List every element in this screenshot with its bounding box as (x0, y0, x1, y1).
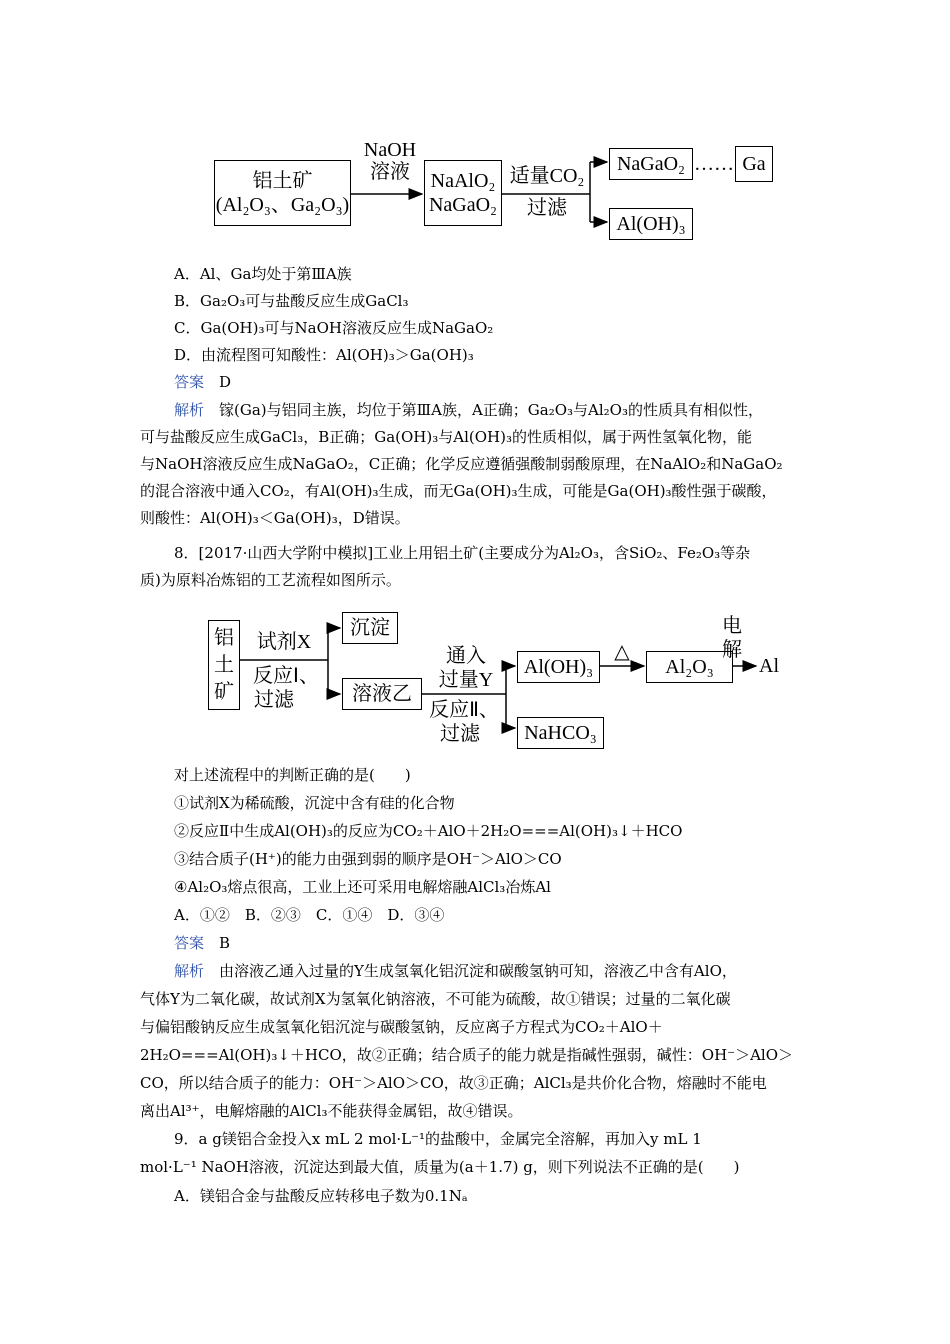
arrow2-label-bottom: 过滤 (527, 197, 567, 219)
q8-stem-l2: 质)为原料冶炼铝的工艺流程如图所示。 (140, 571, 401, 589)
box-ga: Ga (735, 146, 773, 182)
box-nagao2: NaGaO₂ (609, 148, 693, 180)
arrow2-label-top: 适量CO₂ (509, 165, 585, 187)
box-bauxite (214, 160, 351, 226)
q8-options: A．①② B．②③ C．①④ D．③④ (174, 906, 445, 924)
q7-option-a: A．Al、Ga均处于第ⅢA族 (174, 265, 352, 283)
q7-analysis-l4: 的混合溶液中通入CO₂，有Al(OH)₃生成，而无Ga(OH)₃生成，可能是Ga(OH)₃酸性强于碳酸， (140, 482, 777, 500)
box-al2o3: Al₂O₃ (646, 651, 733, 683)
box-nahco3: NaHCO₃ (517, 717, 604, 749)
filter1-label: 过滤 (254, 689, 294, 711)
q7-option-b: B．Ga₂O₃可与盐酸反应生成GaCl₃ (174, 292, 409, 310)
q7-answer-value: D (219, 373, 232, 391)
q9-stem-l1: 9．a g镁铝合金投入x mL 2 mol·L⁻¹的盐酸中，金属完全溶解，再加入y mL 1 (174, 1130, 702, 1148)
box-bauxite-line1: 铝土矿 (252, 170, 313, 192)
reaction2-label: 反应Ⅱ、 (429, 699, 499, 721)
excess-y-label: 过量Y (438, 669, 494, 691)
q7-answer (174, 371, 231, 393)
box-precipitate: 沉淀 (342, 612, 398, 644)
reaction1-label: 反应Ⅰ、 (253, 665, 319, 687)
q8-analysis-l3: 与偏铝酸钠反应生成氢氧化铝沉淀与碳酸氢钠，反应离子方程式为CO₂＋AlO＋ (140, 1018, 663, 1036)
box-al-oh3: Al(OH)₃ (609, 208, 693, 240)
arrow1-label-top: NaOH (363, 139, 417, 161)
q8-analysis-label: 解析 (174, 962, 205, 980)
filter2-label: 过滤 (440, 723, 480, 745)
figure-gallium-flow (200, 128, 790, 258)
q8-question: 对上述流程中的判断正确的是( ) (174, 766, 411, 784)
figure-aluminum-flow (200, 600, 794, 760)
box-al-oh3-2: Al(OH)₃ (517, 651, 600, 683)
box-bauxite-vertical (208, 620, 240, 710)
electrolysis-label-1: 电 (722, 615, 742, 637)
q8-answer-value: B (219, 934, 231, 952)
dotted-ellipsis: …… (694, 153, 734, 175)
q8-answer (174, 932, 230, 954)
box-mix-line2: NaGaO₂ (428, 194, 498, 216)
q8-analysis-text1: 由溶液乙通入过量的Y生成氢氧化铝沉淀和碳酸氢钠可知，溶液乙中含有AlO， (219, 962, 737, 980)
box-aluminate-gallate (424, 160, 502, 226)
q8-item-3: ③结合质子(H⁺)的能力由强到弱的顺序是OH⁻＞AlO＞CO (174, 850, 562, 868)
q8-analysis-l2: 气体Y为二氧化碳，故试剂X为氢氧化钠溶液，不可能为硫酸，故①错误；过量的二氧化碳 (140, 990, 731, 1008)
box-mix-line1: NaAlO₂ (430, 170, 496, 192)
arrow1-label-bottom: 溶液 (370, 161, 410, 183)
q8-analysis-l5: CO，所以结合质子的能力：OH⁻＞AlO＞CO，故③正确；AlCl₃是共价化合物，熔融时不能电 (140, 1074, 767, 1092)
q8-item-4: ④Al₂O₃熔点很高，工业上还可采用电解熔融AlCl₃冶炼Al (174, 878, 551, 896)
box-bauxite-line2: (Al₂O₃、Ga₂O₃) (215, 194, 350, 216)
q8-stem-l1: 8．[2017·山西大学附中模拟]工业上用铝土矿(主要成分为Al₂O₃，含SiO₂、Fe₂O₃等杂 (174, 544, 751, 562)
q7-analysis-l3: 与NaOH溶液反应生成NaGaO₂，C正确；化学反应遵循强酸制弱酸原理，在NaAlO₂和NaGaO₂ (140, 455, 783, 473)
box-ore-text: 铝土矿 (214, 627, 234, 703)
q7-analysis-label: 解析 (174, 401, 205, 419)
pass-in-label: 通入 (446, 645, 486, 667)
q8-analysis-l4: 2H₂O===Al(OH)₃↓＋HCO，故②正确；结合质子的能力就是指碱性强弱，碱性：OH⁻＞AlO＞ (140, 1046, 794, 1064)
q7-answer-label: 答案 (174, 373, 205, 391)
q9-stem-l2: mol·L⁻¹ NaOH溶液，沉淀达到最大值，质量为(a＋1.7) g，则下列说法不正确的是( ) (140, 1158, 740, 1176)
q7-option-c: C．Ga(OH)₃可与NaOH溶液反应生成NaGaO₂ (174, 319, 494, 337)
q7-analysis-l2: 可与盐酸反应生成GaCl₃，B正确；Ga(OH)₃与Al(OH)₃的性质相似，属于两性氢氧化物，能 (140, 428, 752, 446)
reagent-x-label: 试剂X (256, 631, 312, 653)
box-solution-b: 溶液乙 (342, 678, 422, 710)
heat-triangle: △ (614, 641, 630, 663)
electrolysis-label-2: 解 (722, 639, 742, 661)
q9-option-a: A．镁铝合金与盐酸反应转移电子数为0.1Nₐ (174, 1187, 468, 1205)
q8-analysis-l6: 离出Al³⁺，电解熔融的AlCl₃不能获得金属铝，故④错误。 (140, 1102, 523, 1120)
q8-item-1: ①试剂X为稀硫酸，沉淀中含有硅的化合物 (174, 794, 455, 812)
q7-analysis-text1: 镓(Ga)与铝同主族，均位于第ⅢA族，A正确；Ga₂O₃与Al₂O₃的性质具有相似性， (219, 401, 763, 419)
q8-analysis-l1 (174, 960, 737, 982)
q8-item-2: ②反应Ⅱ中生成Al(OH)₃的反应为CO₂＋AlO＋2H₂O===Al(OH)₃↓＋HCO (174, 822, 683, 840)
q7-analysis-l1 (174, 399, 763, 421)
q7-analysis-l5: 则酸性：Al(OH)₃＜Ga(OH)₃，D错误。 (140, 509, 410, 527)
q7-option-d: D．由流程图可知酸性：Al(OH)₃＞Ga(OH)₃ (174, 346, 474, 364)
q8-answer-label: 答案 (174, 934, 205, 952)
product-al: Al (759, 655, 779, 677)
